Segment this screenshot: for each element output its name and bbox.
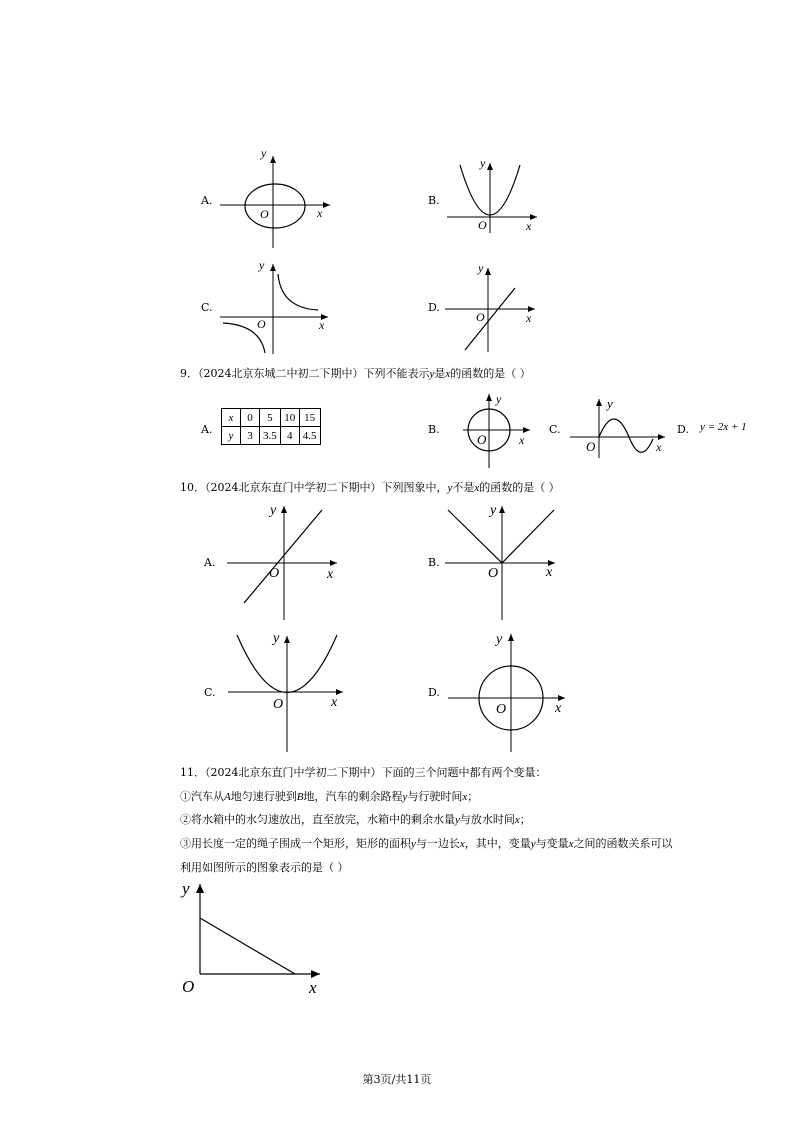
origin-label: O: [257, 317, 266, 331]
axis-x-label: x: [526, 219, 532, 233]
table-cell: y: [222, 427, 241, 445]
table-cell: 3: [241, 427, 260, 445]
q11-item1-b: 地匀速行驶到: [230, 790, 297, 803]
axis-y-label: y: [496, 392, 502, 406]
q11-item1-a: ①汽车从: [180, 790, 224, 803]
q10-option-b-graph: [440, 500, 565, 625]
q9-option-d-label: D.: [677, 423, 689, 436]
q10-text-pre: 下列图象中，: [381, 481, 448, 494]
origin-label: O: [586, 439, 596, 454]
q10-option-d-graph: [445, 630, 570, 755]
table-row: [222, 427, 321, 445]
q10-text-post: 的函数的是（ ）: [479, 481, 560, 494]
q9-stem: [180, 365, 531, 381]
q11-item-1: [180, 788, 478, 804]
axis-x-label: x: [331, 695, 338, 710]
axis-x-label: x: [319, 318, 325, 332]
q11-item1-B: B: [296, 791, 304, 803]
axis-x-label: x: [546, 565, 553, 580]
q11-source: （2024北京东直门中学初二下期中）: [205, 766, 382, 779]
q8-option-a-graph: [210, 148, 340, 258]
q10-option-c-label: C.: [204, 686, 216, 699]
table-row: [222, 409, 321, 427]
q10-number: 10．: [180, 481, 205, 494]
axis-y-label: y: [182, 879, 190, 898]
q11-item-2: [180, 811, 531, 827]
axis-x-label: x: [317, 206, 323, 220]
q8-option-d-graph: [440, 260, 545, 355]
q9-option-d-formula: y = 2x + 1: [700, 421, 747, 433]
q11-item-3-line2: 利用如图所示的图象表示的是（ ）: [180, 861, 349, 874]
option-b-label: B.: [428, 194, 440, 207]
origin-label: O: [269, 566, 280, 581]
axis-y-label: y: [480, 156, 486, 170]
origin-label: O: [488, 566, 499, 581]
q11-item3-x2: x: [568, 838, 574, 850]
table-cell: 0: [241, 409, 260, 427]
axis-y-label: y: [478, 261, 484, 275]
q11-item-3: [180, 835, 673, 851]
origin-label: O: [478, 218, 487, 232]
q11-item1-d: 与行驶时间: [407, 790, 463, 803]
axis-y-label: y: [270, 503, 277, 518]
origin-label: O: [260, 207, 269, 221]
table-cell: 4: [280, 427, 299, 445]
q10-source: （2024北京东直门中学初二下期中）: [205, 481, 382, 494]
table-cell: x: [222, 409, 241, 427]
table-cell: 4.5: [299, 427, 320, 445]
axis-x-label: x: [555, 701, 562, 716]
option-d-label: D.: [428, 301, 440, 314]
axis-x-label: x: [519, 433, 525, 447]
axis-x-label: x: [526, 311, 532, 325]
axis-y-label: y: [496, 632, 503, 647]
q10-option-b-label: B.: [428, 556, 440, 569]
table-cell: 15: [299, 409, 320, 427]
origin-label: O: [496, 702, 507, 717]
q9-source: （2024北京东城二中初二下期中）: [198, 367, 364, 380]
option-a-label: A.: [201, 194, 213, 207]
table-cell: 5: [260, 409, 281, 427]
q11-graph: [175, 878, 330, 998]
q11-item1-c: 地，汽车的剩余路程: [303, 790, 403, 803]
axis-y-label: y: [259, 258, 265, 272]
q10-text-mid: 不是: [452, 481, 475, 494]
origin-label: O: [477, 432, 487, 447]
axis-y-label: y: [261, 146, 267, 160]
axis-y-label: y: [273, 631, 280, 646]
q9-number: 9．: [180, 367, 198, 380]
q10-var-x: x: [474, 482, 480, 494]
q11-item2-b: 与放水时间: [459, 813, 515, 826]
q11-item3-y: y: [411, 838, 416, 850]
q11-item2-y: y: [455, 814, 460, 826]
q11-item3-y2: y: [530, 838, 536, 850]
axis-x-label: x: [656, 440, 662, 454]
q11-item1-y: y: [402, 791, 408, 803]
q10-stem: [180, 479, 560, 495]
q10-option-c-graph: [225, 630, 350, 755]
q9-var-y: y: [429, 368, 435, 380]
q9-option-a-table: [221, 408, 321, 445]
axis-y-label: y: [607, 396, 613, 411]
q9-option-b-graph: [460, 390, 535, 470]
option-c-label: C.: [201, 301, 213, 314]
q11-item2-c: ；: [519, 813, 531, 826]
q11-item3-a: ③用长度一定的绳子围成一个矩形，矩形的面积: [180, 837, 411, 850]
q9-text-post: 的函数的是（ ）: [450, 367, 531, 380]
q11-item1-e: ；: [467, 790, 479, 803]
table-cell: 3.5: [260, 427, 281, 445]
q10-var-y: y: [447, 482, 453, 494]
origin-label: O: [476, 310, 485, 324]
q9-text-mid: 是: [434, 367, 446, 380]
q11-item3-x: x: [459, 838, 465, 850]
axis-x-label: x: [309, 978, 317, 997]
table-cell: 10: [280, 409, 299, 427]
axis-x-label: x: [327, 567, 334, 582]
q10-option-a-label: A.: [204, 556, 216, 569]
q11-text: 下面的三个问题中都有两个变量：: [381, 766, 547, 779]
axis-y-label: y: [490, 503, 497, 518]
q9-option-a-label: A.: [201, 423, 213, 436]
q8-option-b-graph: [440, 155, 545, 235]
q11-item1-x: x: [462, 791, 468, 803]
q11-item3-b: 与一边长: [415, 837, 460, 850]
q11-item3-e: 之间的函数关系可以: [573, 837, 673, 850]
q9-option-b-label: B.: [428, 423, 440, 436]
q9-var-x: x: [445, 368, 451, 380]
q10-option-d-label: D.: [428, 686, 440, 699]
q11-item2-a: ②将水箱中的水匀速放出，直至放完，水箱中的剩余水量: [180, 813, 455, 826]
q11-item2-x: x: [514, 814, 520, 826]
q9-option-c-graph: [567, 395, 672, 460]
q9-option-c-label: C.: [549, 423, 561, 436]
q11-stem: [180, 764, 547, 780]
q9-text-pre: 下列不能表示: [363, 367, 430, 380]
origin-label: O: [182, 977, 195, 996]
origin-label: O: [273, 697, 284, 712]
q11-number: 11．: [180, 766, 205, 779]
q11-item3-c: ，其中，变量: [464, 837, 531, 850]
q11-item1-A: A: [224, 791, 231, 803]
page-footer: 第3页/共11页: [362, 1073, 432, 1086]
q10-option-a-graph: [222, 500, 347, 625]
q8-option-c-graph: [215, 256, 335, 356]
q11-item3-d: 与变量: [535, 837, 569, 850]
